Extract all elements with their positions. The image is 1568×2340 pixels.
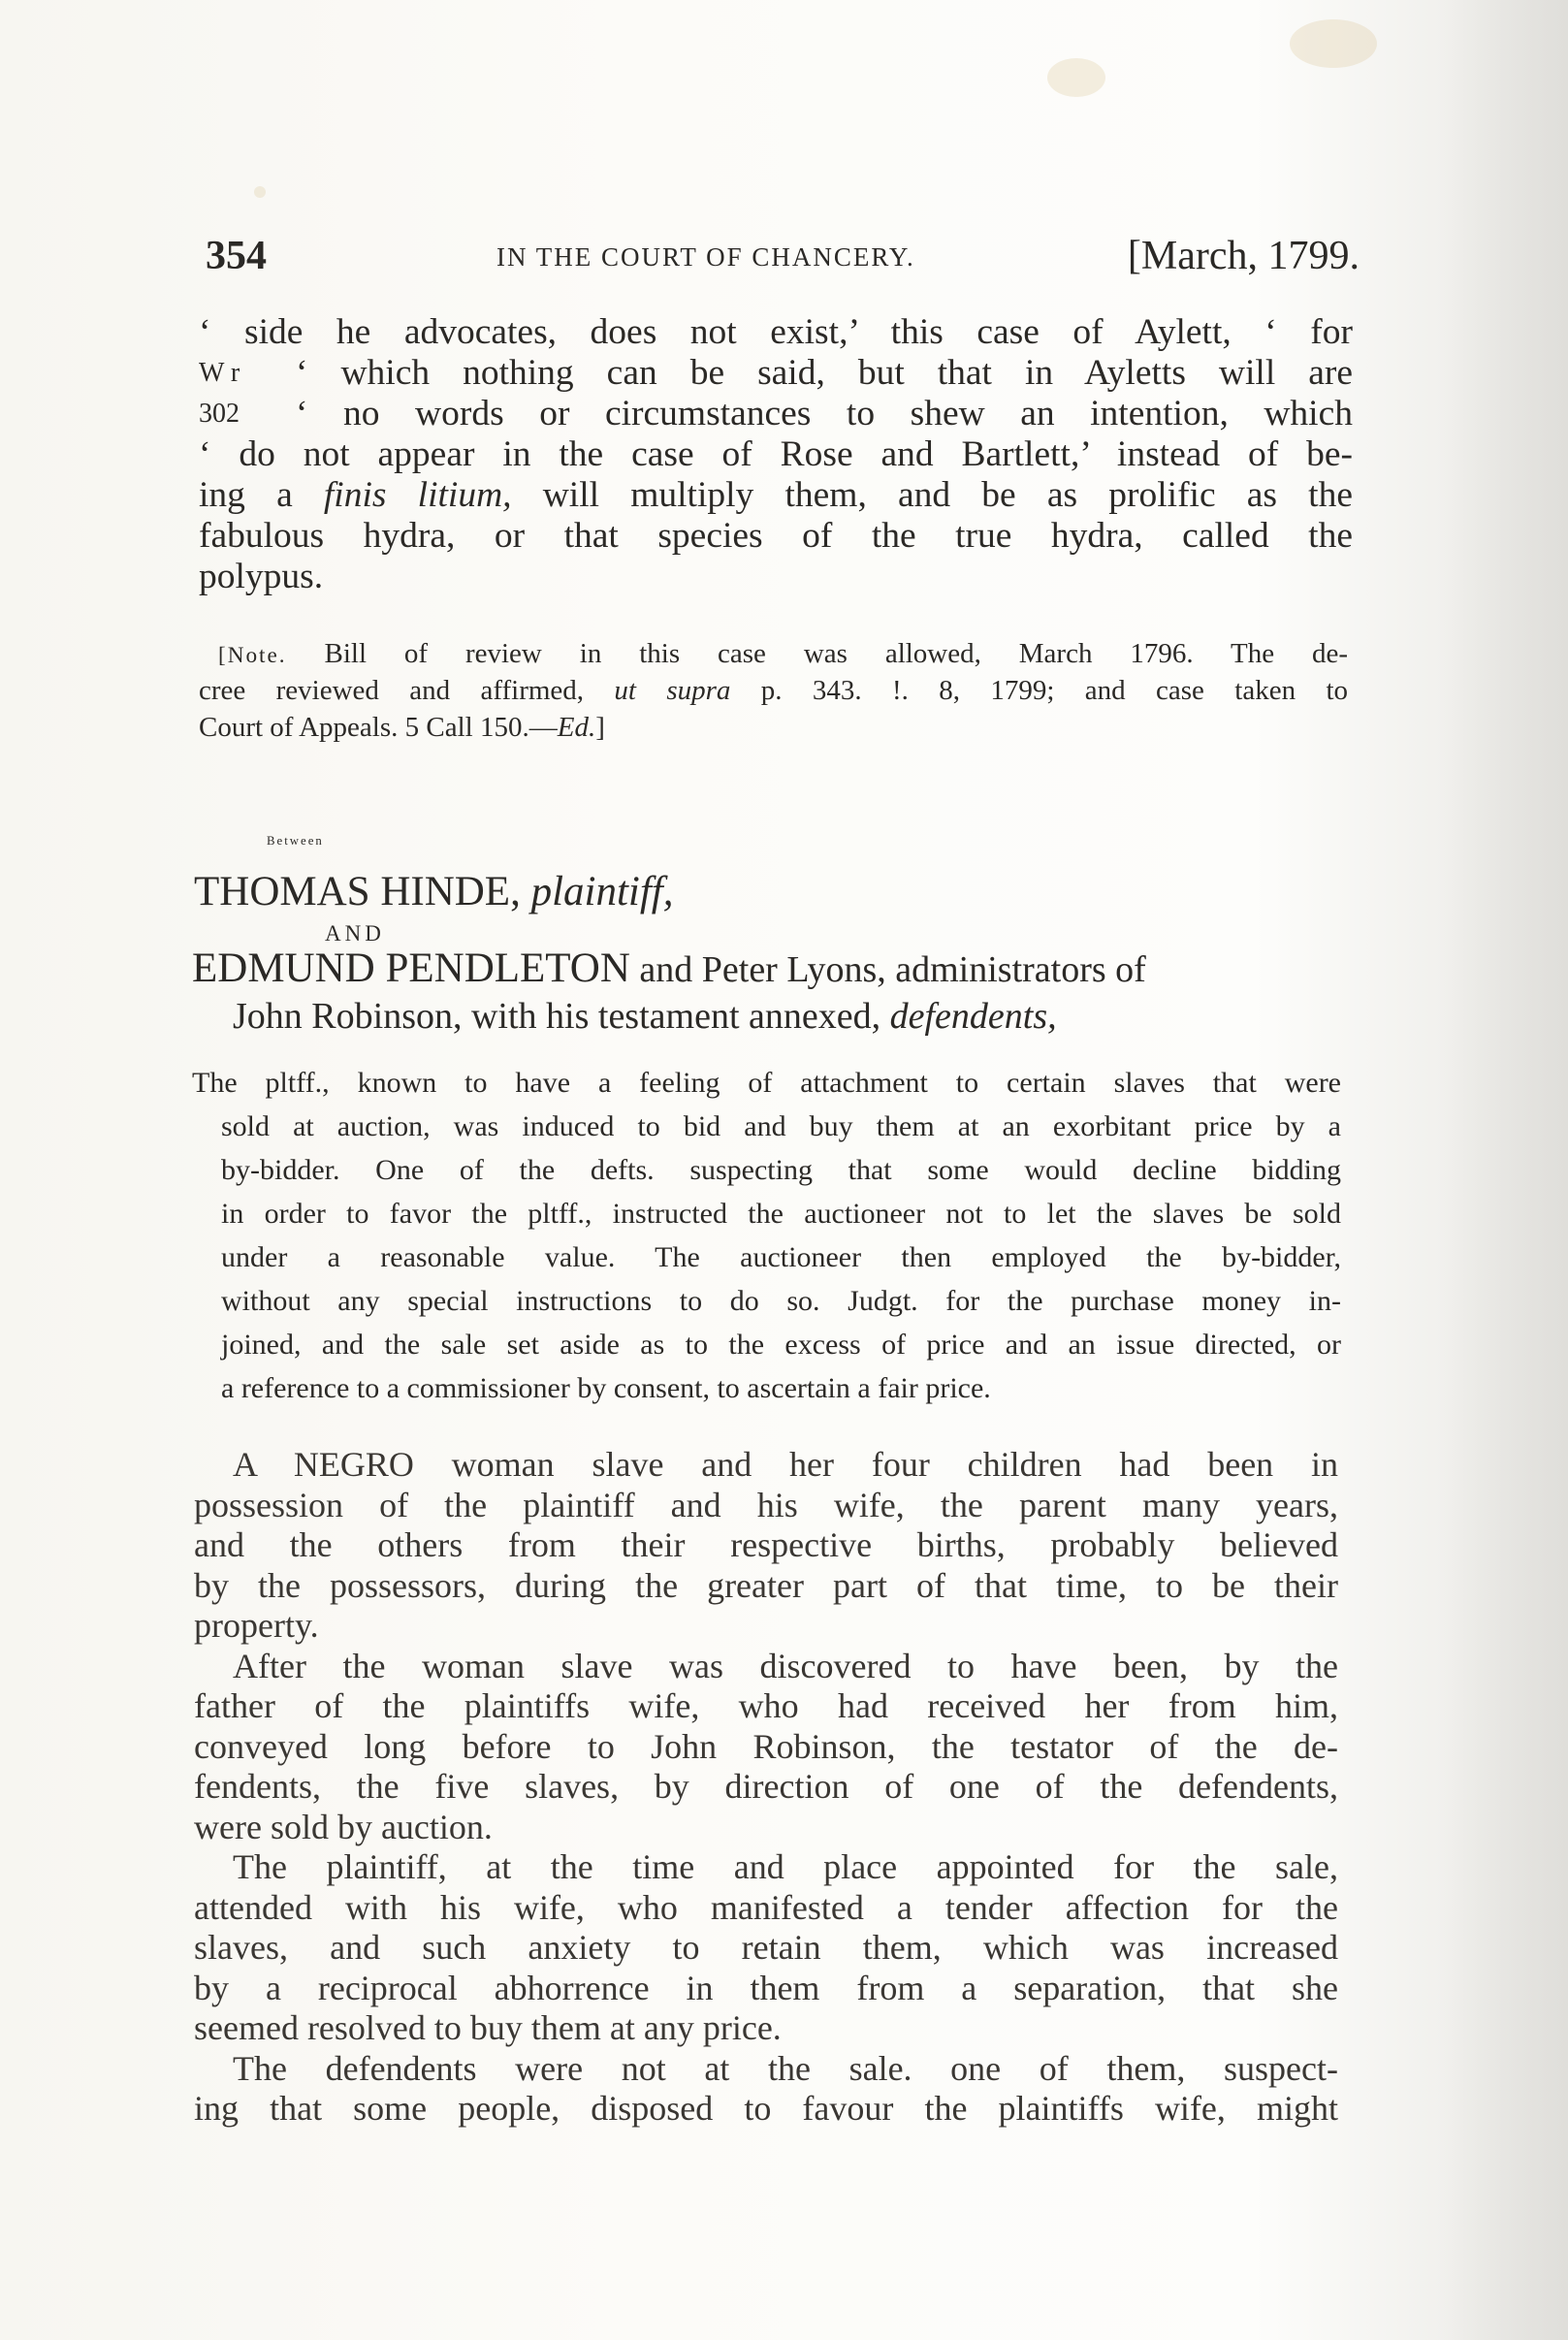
paper-stain xyxy=(1047,58,1105,97)
body-line: ing that some people, disposed to favour the plaintiffs wife, might xyxy=(194,2089,1338,2128)
body-line: were sold by auction. xyxy=(194,1807,493,1846)
syllabus-line: under a reasonable value. The auctioneer then employed the by-bidder, xyxy=(221,1241,1341,1273)
body-line xyxy=(194,1445,1338,1486)
body-line: property. xyxy=(194,1606,319,1645)
header-date: [March, 1799. xyxy=(1127,234,1360,278)
running-head: IN THE COURT OF CHANCERY. xyxy=(496,242,915,272)
note-line xyxy=(199,672,1348,709)
body-line: The plaintiff, at the time and place appointed for the sale, xyxy=(233,1847,1338,1886)
text-fragment: Bill of review in this case was allowed, March 1796. The de- xyxy=(286,638,1348,669)
opening-paragraph xyxy=(199,312,1353,597)
italic-phrase: finis litium, xyxy=(323,475,512,515)
syllabus-line: by-bidder. One of the defts. suspecting that some would decline bidding xyxy=(221,1154,1341,1186)
note-label: [Note. xyxy=(218,643,287,668)
body-line: After the woman slave was discovered to have been, by the xyxy=(233,1646,1338,1685)
text-fragment: woman slave and her four children had been in xyxy=(413,1445,1338,1484)
paper-stain xyxy=(254,186,266,198)
body-line: by a reciprocal abhorrence in them from a separation, that she xyxy=(194,1968,1338,2007)
margin-reference-line: 302 xyxy=(199,399,240,429)
text-line: fabulous hydra, or that species of the true hydra, called the xyxy=(199,516,1353,556)
text-line: polypus. xyxy=(199,557,324,596)
syllabus-line: sold at auction, was induced to bid and buy them at an exorbitant price by a xyxy=(221,1110,1341,1142)
text-fragment: and Peter Lyons, administrators of xyxy=(629,949,1146,990)
caption-between: Between xyxy=(267,834,324,848)
text-fragment: ing a xyxy=(199,475,324,515)
text-fragment: p. 343. !. 8, 1799; and case taken to xyxy=(730,675,1348,706)
syllabus-line: The pltff., known to have a feeling of attachment to certain slaves that were xyxy=(192,1067,1341,1099)
text-fragment: ] xyxy=(595,712,605,743)
syllabus-line: without any special instructions to do so. Judgt. for the purchase money in- xyxy=(221,1285,1341,1317)
body-line: by the possessors, during the greater part of that time, to be their xyxy=(194,1565,1338,1605)
caption-plaintiff xyxy=(194,868,674,915)
body-line: conveyed long before to John Robinson, the testator of the de- xyxy=(194,1726,1338,1766)
syllabus-line: in order to favor the pltff., instructed the auctioneer not to let the slaves be sold xyxy=(221,1198,1341,1230)
caption-line xyxy=(192,946,1356,993)
text-line xyxy=(199,475,1353,516)
italic-phrase: ut supra xyxy=(614,675,731,706)
text-fragment: will multiply them, and be as prolific as the xyxy=(511,475,1353,515)
text-line: ‘ which nothing can be said, but that in Ayletts will are xyxy=(296,353,1353,393)
editor-note xyxy=(199,635,1348,746)
syllabus-line: joined, and the sale set aside as to the excess of price and an issue directed, or xyxy=(221,1329,1341,1361)
text-fragment: cree reviewed and affirmed, xyxy=(199,675,615,706)
caption-line xyxy=(192,993,1356,1040)
text-fragment: John Robinson, with his testament annexed, xyxy=(233,996,890,1037)
defendant-name: EDMUND PENDLETON xyxy=(192,946,630,991)
note-line xyxy=(199,635,1348,672)
body-line: attended with his wife, who manifested a tender affection for the xyxy=(194,1887,1338,1927)
plaintiff-role: plaintiff, xyxy=(530,869,674,914)
paper-stain xyxy=(1290,19,1377,68)
caption-defendants xyxy=(192,946,1356,1040)
page-header xyxy=(206,233,1360,291)
syllabus xyxy=(192,1061,1341,1410)
text-line: ‘ side he advocates, does not exist,’ this case of Aylett, ‘ for xyxy=(199,312,1353,352)
defendant-role: defendents, xyxy=(889,996,1057,1037)
body-line: The defendents were not at the sale. one of them, suspect- xyxy=(233,2048,1338,2088)
body-line: possession of the plaintiff and his wife, the parent many years, xyxy=(194,1485,1338,1524)
text-line: ‘ no words or circumstances to shew an intention, which xyxy=(296,394,1353,433)
caption-and: AND xyxy=(325,921,385,946)
body-line: slaves, and such anxiety to retain them, which was increased xyxy=(194,1928,1338,1967)
page-edge-shadow xyxy=(1442,0,1568,2340)
plaintiff-name: THOMAS HINDE, xyxy=(194,869,521,914)
italic-phrase: Ed. xyxy=(557,712,596,743)
body-line: seemed resolved to buy them at any price. xyxy=(194,2008,782,2047)
body-line: fendents, the five slaves, by direction of one of the defendents, xyxy=(194,1767,1338,1806)
text-line: ‘ do not appear in the case of Rose and Bartlett,’ instead of be- xyxy=(199,434,1353,474)
syllabus-line: a reference to a commissioner by consent, to ascertain a fair price. xyxy=(221,1372,991,1404)
note-line xyxy=(199,709,1348,746)
text-fragment: Court of Appeals. 5 Call 150.— xyxy=(199,712,558,743)
body-line: and the others from their respective births, probably believed xyxy=(194,1525,1338,1564)
margin-reference-line: W r xyxy=(199,358,240,388)
body-line: father of the plaintiffs wife, who had received her from him, xyxy=(194,1686,1338,1725)
page-number: 354 xyxy=(206,234,267,278)
lead-words: A NEGRO xyxy=(233,1445,414,1484)
body-text xyxy=(194,1445,1338,2130)
